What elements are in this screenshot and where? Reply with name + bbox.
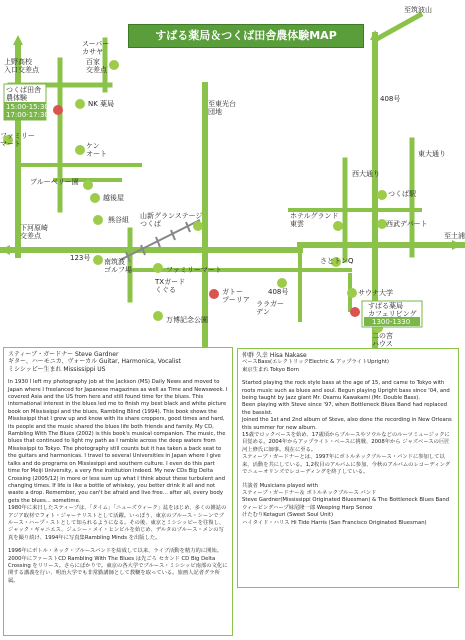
marker-blueberry	[83, 180, 93, 190]
arrow-north-408	[370, 30, 380, 40]
label-satake: さとトンQ	[320, 257, 354, 265]
musician-5: ハイタイド・ハリス Hi Tide Harris (San Francisco Originated Bluesman)	[242, 519, 427, 526]
marker-subaru	[350, 307, 360, 317]
road-tsukubasan	[375, 15, 420, 40]
label-route408-mid: 408号	[268, 288, 289, 296]
marker-farm	[53, 105, 63, 115]
musicians-heading: 共演者 Musicians played with	[242, 482, 318, 489]
musician-4: けたむりKetaguri (Sweet Soul Unit)	[242, 512, 334, 519]
label-hotel-grand: ホテルグランド 東雲	[290, 212, 339, 228]
hisa-nakase-profile	[237, 348, 459, 588]
marker-super-kasumi	[109, 60, 119, 70]
steve-header-3: ミシシッピー生まれ Mississippi US	[8, 365, 106, 373]
label-echigoya: 越後屋	[103, 194, 124, 202]
label-gatopuria: ガトー プーリア	[222, 288, 250, 304]
label-higashi-minami: 至東光台 団地	[208, 100, 236, 116]
hisa-english-1: Started playing the rock style bass at the age of 15, and came to Tokyo with roots music such as blues and soul. Begun playing Upright bass since '04, and being taught by jazz giant Mr. Osamu Kawakami (Mr. Double Bass).	[242, 380, 450, 402]
label-tsukuba-farm: つくば田舎 農体験	[6, 86, 41, 102]
marker-sauna	[347, 288, 357, 298]
label-tsukuba-farm-time: 15:00-15:30 17:00-17:30	[6, 103, 49, 119]
label-blueberry-garden: ブルーベリー園	[30, 178, 79, 186]
steve-gardner-profile	[3, 347, 233, 636]
label-higashi-odori: 東大通り	[418, 150, 446, 158]
label-sauna-daiya: サウナ大学	[358, 289, 393, 297]
marker-lalagarden	[277, 278, 287, 288]
label-tsukuba-station: つくば駅	[388, 190, 416, 198]
marker-manbo	[153, 311, 163, 321]
marker-station	[377, 190, 387, 200]
marker-family-center	[153, 263, 163, 273]
label-subaru-time: 1300-1330	[372, 318, 411, 326]
map-title-text: すばる薬局＆つくば田舎農体験MAP	[155, 29, 337, 42]
steve-japanese-bio-1: 1980年に来日したスティーブは、「タイム」「ニューズウィーク」誌をはじめ、多くの雑誌のアジア取材でフォト・ジャーナリストとして活躍。いっぽう、東京のブルース・シーンでブルース・ハープ・ストとして知られるようになる。その後、東京とミシシッピーを往復し、ジャック・ギャニエス、ジェシー・メイ・ヒンピルを始じめ、デルタのブルース・メンの写真を撮り続け、1994年に写真集Rambling Minds を出版した。	[8, 505, 227, 541]
road-123-east	[215, 245, 462, 250]
musician-1: スティーブ・ガードナー＆ ボトルネックブルース バンド	[242, 489, 377, 496]
arrow-east-123	[452, 240, 462, 250]
label-to-tsuchiura: 至土浦	[444, 232, 465, 240]
steve-japanese-bio-2: 1996年にボトル・ネック・ブルースバンドを結成して以来、ライブ活動を精力的に開始。2000年にファーストCD Rambling With The Blues は先ごろ セカンド CD Big Delta Crossing をリリース。さらにばかりで。東京の各大学でブルース・ミシシッピ南部の文化に関する講義を行い、明治大学でも非常勤講師として教鞭を取っている。旅画人記者グラ所属。	[8, 548, 228, 584]
arrow-west-123	[0, 245, 10, 255]
steve-header-1: スティーブ・ガードナー Steve Gardner	[8, 351, 119, 358]
musician-2: Steve Gardner(Mississippi Originated Bluesman) & The Bottleneck Blues Band	[242, 497, 450, 504]
map-title	[128, 24, 364, 48]
label-super-kasumi: スーパー カサヤ	[82, 40, 110, 56]
label-yamashin-grand-stage: 山新グランステージ つくば	[140, 212, 203, 228]
musician-3: ウィーピングハープ妹尾隆一郎 Weeping Harp Senoo	[242, 504, 373, 511]
label-tx-guide: TXガード くぐる	[155, 278, 186, 294]
label-kumagaya: 熊谷組	[108, 216, 129, 224]
hisa-english-3: Joined the 1st and 2nd album of Steve, also done the recording in New Orleans this summer for new album.	[242, 417, 452, 431]
marker-gatopuria	[209, 289, 219, 299]
hisa-japanese-1: 15歳でロックベースを始め、17歳頃からブルースやソウルなどのルーツミュージックに目覚める。2004年からアップライト・ベースに挑戦、2008年から ジャズベースの巨匠 河上修氏に師事。現在に至る。	[242, 432, 450, 453]
marker-nanbu-golf	[93, 255, 103, 265]
marker-kenmart	[75, 145, 85, 155]
marker-echigoya	[90, 193, 100, 203]
marker-kumagaya	[93, 215, 103, 225]
label-family-mart-left: ファミリー マート	[0, 132, 35, 148]
label-nishi-odori: 西大通り	[352, 170, 380, 178]
label-kenmart: ケン オート	[86, 142, 107, 158]
steve-english-bio: In 1930 I left my photography job at the Jackson (MS) Daily News and moved to Japan where I freelanced for Japanese magazines as well as Time and Newsweek. I covered Asia and the US from here and still found time for the blues. This international interest in the blues led me to finish my best black and white picture book on Mississippi and the blues, Rambling Blind (1994). This book shows the Mississippi that I grew up and know with its share croppers, good times and hard, its people and the music shared the blues life both friends and family. My CD, Rambling With The Blues (2002) is this book's musical companion. The music, the blues that continued to light my path as I ramble across the deep waters from Mississippi to Tokyo. The photography still counts but it has taken a back seat to the guitars and harmonicas. I travel to several Universities in Japan where I give talks and do programs on Mississippi and southern culture. I even do this part time for Meiji University, a very fine institution indeed. My new CDs Big Delta Crossing (2005/12) in more or less sum up what I think about these turbulent and changing times. If life is like a bottle of whiskey, you better drink it all and not waste a drop. Remember, you can't be afraid and live free... after all, every body gets the blues... sometime.	[8, 379, 228, 504]
label-lalagarden: ララガー デン	[256, 300, 284, 316]
hisa-name: 仲群 久幸 Hisa Nakase	[242, 352, 307, 359]
marker-nk-pharmacy	[75, 99, 85, 109]
hisa-english-2: Been playing with Steve since '97, when Bottleneck Blues Band had replaced the bassist.	[242, 402, 448, 416]
label-family-mart-center: ファミリーマート	[166, 266, 222, 274]
hisa-role: ベースBass(エレクトリックElectric & アップライトUpright)	[242, 359, 389, 366]
label-route408-top: 408号	[380, 95, 401, 103]
label-nk-pharmacy: NK 薬局	[88, 100, 115, 108]
label-nino-house: 二の宮 ハウス	[372, 332, 393, 348]
label-manbo-park: 万博記念公園	[166, 316, 208, 324]
arrow-north-west	[13, 35, 23, 45]
hisa-born: 東京生まれ Tokyo Born	[242, 366, 299, 373]
label-to-tsukuba-san: 至筑波山	[404, 6, 432, 14]
label-route123: 123号	[70, 254, 91, 262]
label-shimogawara: 下河原崎 交差点	[20, 224, 48, 240]
label-nanbu-golf: 南筑波 ゴルフ場	[104, 258, 132, 274]
label-subaru-pharmacy: すばる薬局 カフェリビング	[368, 302, 417, 318]
steve-header-2: ギター、ハーモニカ、ヴォーカル Guitar, Harmonica, Vocalist	[8, 358, 181, 366]
hisa-japanese-2: スティーブ・ガードナーとは、1997年にボトルネックブルース・バンドに参加して以来、活動を共にしている。1,2枚目のアルバムに参加、今秋のアルバムのレコーディングでニューオリンズでレコーディングを終了している。	[242, 454, 451, 476]
label-seibu-depart: 西武デパート	[386, 220, 428, 228]
label-ueno-high-school: 上野高校 入口交差点	[4, 58, 39, 74]
label-kami-kosaten: 百家 交差点	[86, 58, 107, 74]
